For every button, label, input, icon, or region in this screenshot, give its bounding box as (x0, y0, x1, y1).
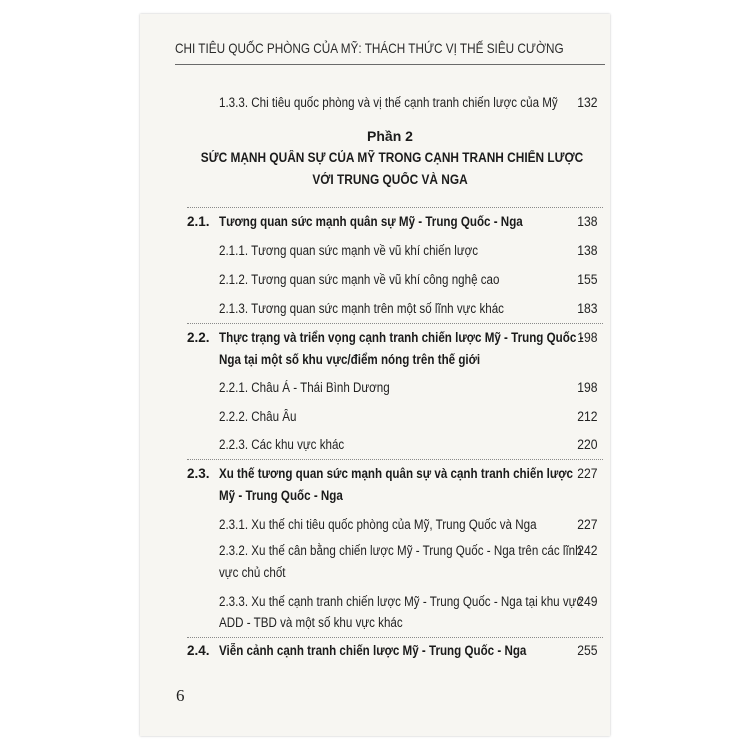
toc-entry-2-2-2: 2.2.2. Châu Âu (219, 409, 297, 424)
toc-entry-2-3-3-line1: 2.3.3. Xu thế cạnh tranh chiến lược Mỹ - Trung Quốc - Nga tại khu vực (219, 594, 583, 609)
toc-page-2-1: 138 (577, 214, 598, 229)
toc-rule (187, 637, 603, 638)
part-title-line2: VỚI TRUNG QUỐC VÀ NGA (312, 172, 468, 187)
part-number: Phần 2 (367, 128, 413, 144)
toc-section-number: 2.4. (187, 643, 210, 658)
toc-entry-2-3-2-line2: vực chủ chốt (219, 565, 286, 580)
toc-page-1-3-3: 132 (577, 95, 598, 110)
toc-entry-2-1-3: 2.1.3. Tương quan sức mạnh trên một số lĩnh vực khác (219, 301, 504, 316)
toc-entry-2-3-3-line2: ADD - TBD và một số khu vực khác (219, 615, 403, 630)
toc-rule (187, 459, 603, 460)
toc-page-2-3-3: 249 (577, 594, 598, 609)
toc-page-2-3-1: 227 (577, 517, 598, 532)
part-title-line1: SỨC MẠNH QUÂN SỰ CỦA MỸ TRONG CẠNH TRANH CHIẾN LƯỢC (200, 150, 584, 165)
toc-section-2-3-line2: Mỹ - Trung Quốc - Nga (219, 488, 343, 503)
toc-entry-2-1-2: 2.1.2. Tương quan sức mạnh về vũ khí công nghệ cao (219, 272, 500, 287)
toc-section-2-1: Tương quan sức mạnh quân sự Mỹ - Trung Quốc - Nga (219, 214, 523, 229)
toc-rule (187, 207, 603, 208)
toc-page-2-1-3: 183 (577, 301, 598, 316)
toc-page-2-2: 198 (577, 330, 598, 345)
toc-entry-2-3-2-line1: 2.3.2. Xu thế cân bằng chiến lược Mỹ - Trung Quốc - Nga trên các lĩnh (219, 543, 582, 558)
toc-entry-2-1-1: 2.1.1. Tương quan sức mạnh về vũ khí chiến lược (219, 243, 479, 258)
toc-page-2-2-3: 220 (577, 437, 598, 452)
toc-section-2-4: Viễn cảnh cạnh tranh chiến lược Mỹ - Trung Quốc - Nga (219, 643, 527, 658)
toc-section-2-2-line2: Nga tại một số khu vực/điểm nóng trên thế giới (219, 352, 481, 367)
toc-page-2-1-2: 155 (577, 272, 598, 287)
toc-section-number: 2.2. (187, 330, 210, 345)
toc-page-2-1-1: 138 (577, 243, 598, 258)
running-header: CHI TIÊU QUỐC PHÒNG CỦA MỸ: THÁCH THỨC VỊ THẾ SIÊU CƯỜNG (175, 40, 564, 56)
toc-page-2-4: 255 (577, 643, 598, 658)
toc-page-2-2-1: 198 (577, 380, 598, 395)
page-number: 6 (176, 686, 185, 705)
toc-section-2-2-line1: Thực trạng và triển vọng cạnh tranh chiến lược Mỹ - Trung Quốc - (219, 330, 584, 345)
toc-page-2-2-2: 212 (577, 409, 598, 424)
toc-section-number: 2.1. (187, 214, 210, 229)
toc-entry-2-2-3: 2.2.3. Các khu vực khác (219, 437, 345, 452)
toc-section-number: 2.3. (187, 466, 210, 481)
header-rule (175, 64, 605, 65)
toc-entry-2-3-1: 2.3.1. Xu thế chi tiêu quốc phòng của Mỹ, Trung Quốc và Nga (219, 517, 537, 532)
toc-entry-1-3-3: 1.3.3. Chi tiêu quốc phòng và vị thế cạnh tranh chiến lược của Mỹ (219, 95, 558, 110)
toc-entry-2-2-1: 2.2.1. Châu Á - Thái Bình Dương (219, 380, 390, 395)
toc-rule (187, 323, 603, 324)
toc-section-2-3-line1: Xu thế tương quan sức mạnh quân sự và cạnh tranh chiến lược (219, 466, 573, 481)
toc-page-2-3: 227 (577, 466, 598, 481)
toc-page-2-3-2: 242 (577, 543, 598, 558)
